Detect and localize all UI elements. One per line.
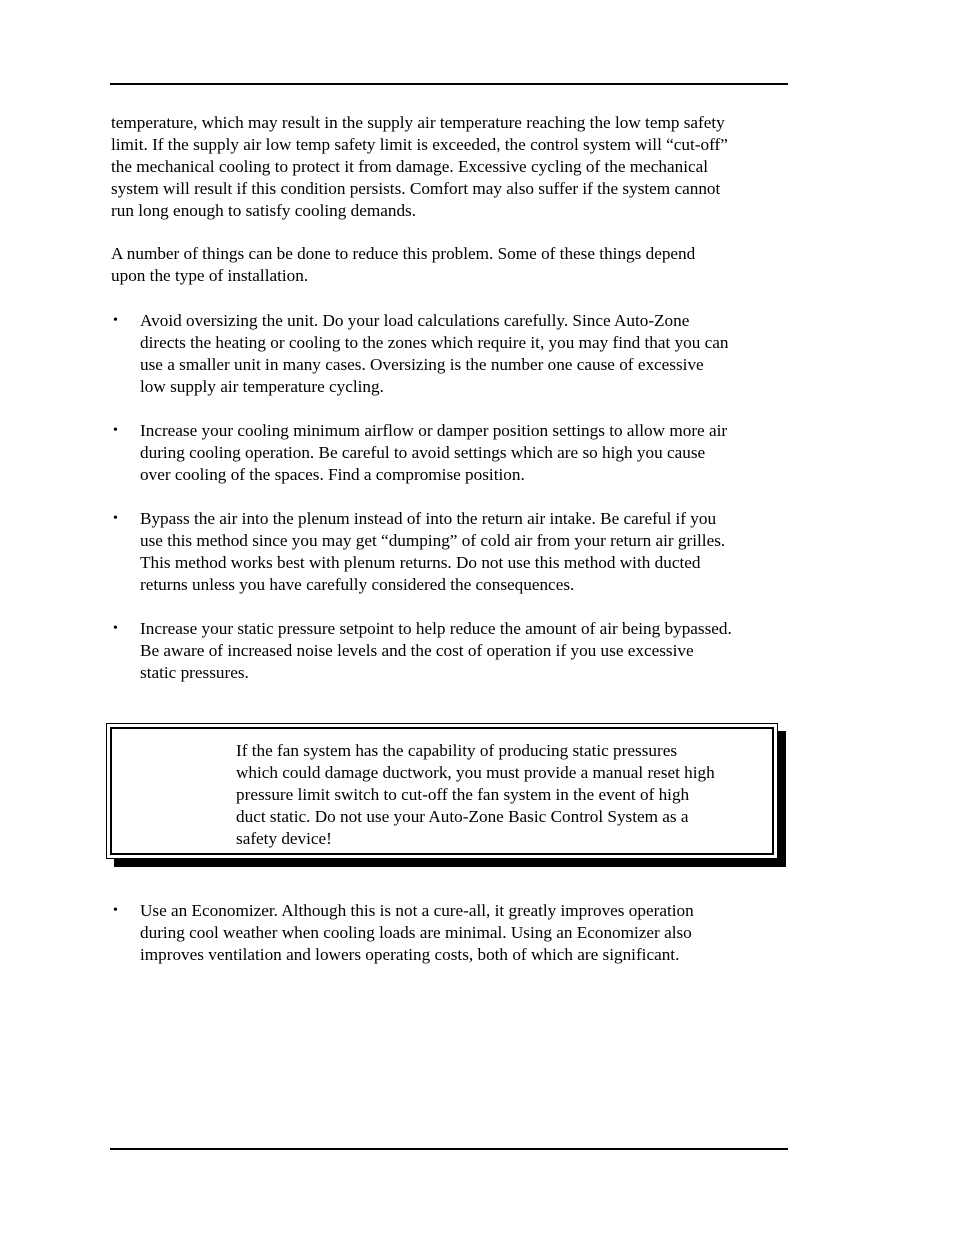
text-line: Increase your cooling minimum airflow or damper position settings to allow more air xyxy=(140,421,728,440)
footer-rule xyxy=(110,1148,788,1150)
header-rule xyxy=(110,83,788,85)
text-line: Bypass the air into the plenum instead of into the return air intake. Be careful if you xyxy=(140,509,717,528)
text-line: low supply air temperature cycling. xyxy=(140,377,384,396)
text-line: Increase your static pressure setpoint to help reduce the amount of air being bypassed. xyxy=(140,619,732,638)
bullet-marker: • xyxy=(113,423,118,438)
text-line: use this method since you may get “dumping” of cold air from your return air grilles. xyxy=(140,531,726,550)
text-line: during cool weather when cooling loads are minimal. Using an Economizer also xyxy=(140,923,692,942)
text-line: system will result if this condition persists. Comfort may also suffer if the system cannot xyxy=(111,179,721,198)
text-line: use a smaller unit in many cases. Oversizing is the number one cause of excessive xyxy=(140,355,704,374)
text-line: during cooling operation. Be careful to avoid settings which are so high you cause xyxy=(140,443,706,462)
text-line: If the fan system has the capability of producing static pressures xyxy=(236,741,678,760)
text-line: static pressures. xyxy=(140,663,249,682)
text-line: upon the type of installation. xyxy=(111,266,309,285)
text-line: limit. If the supply air low temp safety limit is exceeded, the control system will “cut-off” xyxy=(111,135,728,154)
text-line: Use an Economizer. Although this is not a cure-all, it greatly improves operation xyxy=(140,901,694,920)
bullet-marker: • xyxy=(113,903,118,918)
text-line: returns unless you have carefully considered the consequences. xyxy=(140,575,575,594)
bullet-marker: • xyxy=(113,313,118,328)
text-line: the mechanical cooling to protect it from damage. Excessive cycling of the mechanical xyxy=(111,157,709,176)
text-line: temperature, which may result in the supply air temperature reaching the low temp safety xyxy=(111,113,725,132)
text-line: directs the heating or cooling to the zones which require it, you may find that you can xyxy=(140,333,729,352)
bullet-marker: • xyxy=(113,621,118,636)
text-line: This method works best with plenum returns. Do not use this method with ducted xyxy=(140,553,701,572)
text-line: pressure limit switch to cut-off the fan system in the event of high xyxy=(236,785,690,804)
text-line: which could damage ductwork, you must provide a manual reset high xyxy=(236,763,715,782)
text-line: improves ventilation and lowers operating costs, both of which are significant. xyxy=(140,945,680,964)
text-line: A number of things can be done to reduce this problem. Some of these things depend xyxy=(111,244,696,263)
warning-box xyxy=(106,723,778,859)
text-line: Avoid oversizing the unit. Do your load calculations carefully. Since Auto-Zone xyxy=(140,311,690,330)
bullet-marker: • xyxy=(113,511,118,526)
text-line: duct static. Do not use your Auto-Zone Basic Control System as a xyxy=(236,807,689,826)
text-line: Be aware of increased noise levels and the cost of operation if you use excessive xyxy=(140,641,694,660)
text-line: safety device! xyxy=(236,829,332,848)
text-line: run long enough to satisfy cooling demands. xyxy=(111,201,417,220)
text-line: over cooling of the spaces. Find a compromise position. xyxy=(140,465,525,484)
warning-box-inner-border xyxy=(110,727,774,855)
